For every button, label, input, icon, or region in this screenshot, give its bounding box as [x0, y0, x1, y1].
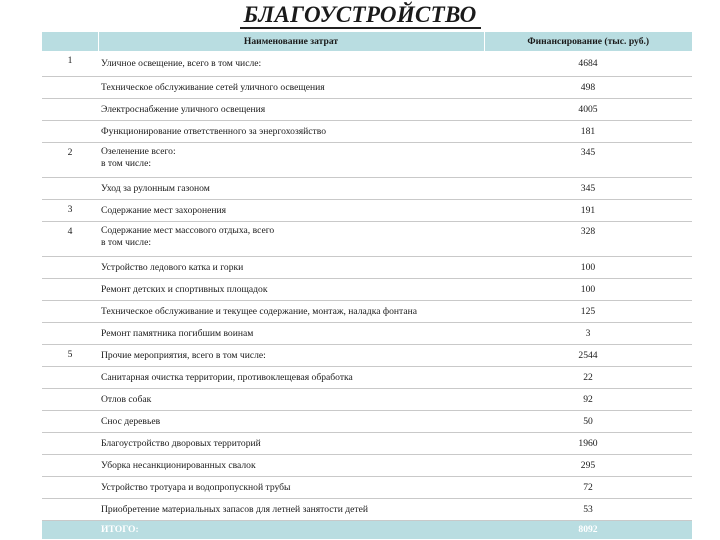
table-row	[42, 498, 692, 520]
page-title	[0, 2, 720, 32]
budget-table	[42, 32, 692, 539]
table-row	[42, 300, 692, 322]
row-expense-name	[98, 256, 484, 278]
table-row	[42, 221, 692, 256]
table-row	[42, 278, 692, 300]
row-number: 4	[67, 225, 73, 237]
row-expense-name-subline: в том числе:	[101, 236, 152, 248]
row-funding-value: 22	[583, 371, 593, 383]
row-number	[42, 177, 98, 199]
table-row	[42, 177, 692, 199]
row-expense-name	[98, 498, 484, 520]
row-funding-value: 345	[580, 182, 596, 194]
table-row	[42, 432, 692, 454]
row-funding-value: 100	[580, 283, 596, 295]
row-number	[42, 256, 98, 278]
row-expense-name	[98, 76, 484, 98]
row-number	[42, 120, 98, 142]
row-expense-name-line: Уход за рулонным газоном	[101, 182, 210, 194]
row-expense-name-line: Устройство ледового катка и горки	[101, 261, 244, 273]
total-label: ИТОГО:	[98, 520, 484, 539]
row-expense-name-line: Техническое обслуживание и текущее содержание, монтаж, наладка фонтана	[101, 305, 417, 317]
row-number	[42, 498, 98, 520]
row-expense-name	[98, 177, 484, 199]
row-funding-value: 53	[583, 503, 593, 515]
row-expense-name	[98, 344, 484, 366]
table-row	[42, 366, 692, 388]
total-number-cell	[42, 520, 98, 539]
table-row	[42, 142, 692, 177]
table-row	[42, 120, 692, 142]
row-expense-name	[98, 51, 484, 76]
row-expense-name	[98, 322, 484, 344]
row-expense-name-line: Техническое обслуживание сетей уличного освещения	[101, 81, 325, 93]
row-expense-name	[98, 278, 484, 300]
row-expense-name-line: Прочие мероприятия, всего в том числе:	[101, 349, 266, 361]
row-funding-value: 2544	[578, 349, 598, 361]
row-funding-value: 1960	[578, 437, 598, 449]
table-row	[42, 51, 692, 76]
row-funding-value: 345	[580, 146, 596, 158]
row-expense-name	[98, 366, 484, 388]
row-expense-name-line: Приобретение материальных запасов для летней занятости детей	[101, 503, 368, 515]
header-expense-name: Наименование затрат	[98, 32, 484, 51]
table-row	[42, 344, 692, 366]
row-expense-name-line: Санитарная очистка территории, противоклещевая обработка	[101, 371, 353, 383]
table-row	[42, 199, 692, 221]
row-expense-name-line: Снос деревьев	[101, 415, 161, 427]
row-expense-name	[98, 199, 484, 221]
table-row	[42, 410, 692, 432]
row-funding-value: 4684	[578, 57, 598, 69]
row-expense-name	[98, 120, 484, 142]
row-funding-value: 191	[580, 204, 596, 216]
row-funding-value: 498	[580, 81, 596, 93]
row-expense-name-line: Содержание мест захоронения	[101, 204, 227, 216]
row-expense-name-line: Благоустройство дворовых территорий	[101, 437, 261, 449]
row-number	[42, 322, 98, 344]
row-expense-name	[98, 142, 484, 177]
row-expense-name	[98, 300, 484, 322]
row-expense-name	[98, 476, 484, 498]
row-expense-name-line: Функционирование ответственного за энергохозяйство	[101, 125, 327, 137]
row-funding-value: 4005	[578, 103, 598, 115]
row-expense-name	[98, 388, 484, 410]
row-funding-value: 125	[580, 305, 596, 317]
row-number	[42, 278, 98, 300]
row-expense-name	[98, 221, 484, 256]
row-funding-value: 92	[583, 393, 593, 405]
row-number	[42, 98, 98, 120]
row-number	[42, 454, 98, 476]
table-row	[42, 322, 692, 344]
table-header-row	[42, 32, 692, 51]
row-expense-name	[98, 410, 484, 432]
row-expense-name-line: Отлов собак	[101, 393, 152, 405]
row-expense-name-line: Электроснабжение уличного освещения	[101, 103, 266, 115]
row-expense-name-subline: в том числе:	[101, 157, 152, 169]
row-number	[42, 76, 98, 98]
row-number	[42, 410, 98, 432]
row-number	[42, 388, 98, 410]
row-expense-name	[98, 454, 484, 476]
header-funding: Финансирование (тыс. руб.)	[484, 32, 692, 51]
row-number	[42, 432, 98, 454]
table-row	[42, 454, 692, 476]
total-value: 8092	[484, 520, 692, 539]
table-row	[42, 98, 692, 120]
row-number	[42, 300, 98, 322]
row-number	[42, 476, 98, 498]
table-row	[42, 256, 692, 278]
row-expense-name-line: Содержание мест массового отдыха, всего	[101, 224, 275, 236]
table-row	[42, 76, 692, 98]
row-funding-value: 328	[580, 225, 596, 237]
row-number	[42, 366, 98, 388]
row-expense-name-line: Озеленение всего:	[101, 145, 176, 157]
row-funding-value: 181	[580, 125, 596, 137]
row-funding-value: 50	[583, 415, 593, 427]
row-number: 1	[67, 55, 73, 66]
row-expense-name-line: Устройство тротуара и водопропускной трубы	[101, 481, 291, 493]
header-number	[42, 32, 98, 51]
row-expense-name	[98, 432, 484, 454]
page-title-text: БЛАГОУСТРОЙСТВО	[240, 2, 481, 29]
row-funding-value: 72	[583, 481, 593, 493]
row-number: 2	[67, 146, 73, 158]
total-row	[42, 520, 692, 539]
table-row	[42, 388, 692, 410]
row-number: 5	[67, 348, 73, 360]
row-expense-name-line: Уборка несанкционированных свалок	[101, 459, 256, 471]
row-funding-value: 295	[580, 459, 596, 471]
row-funding-value: 100	[580, 261, 596, 273]
row-funding-value: 3	[585, 327, 591, 339]
row-expense-name	[98, 98, 484, 120]
row-expense-name-line: Ремонт детских и спортивных площадок	[101, 283, 268, 295]
row-expense-name-line: Ремонт памятника погибшим воинам	[101, 327, 254, 339]
row-number: 3	[67, 203, 73, 215]
table-row	[42, 476, 692, 498]
row-expense-name-line: Уличное освещение, всего в том числе:	[101, 57, 262, 69]
